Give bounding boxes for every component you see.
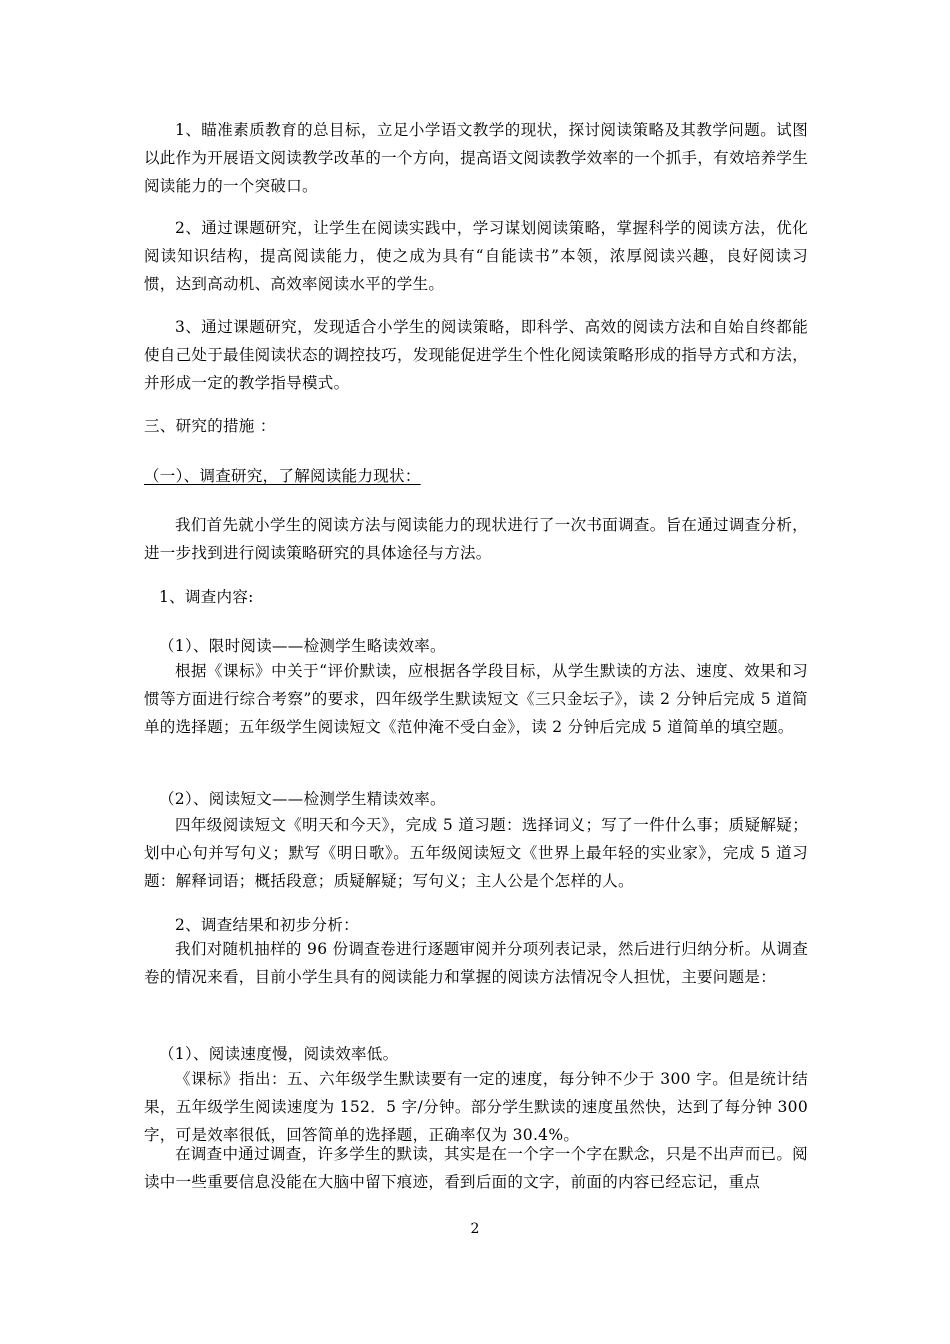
subsection-heading-1-text: （一）、调查研究，了解阅读能力现状： bbox=[144, 467, 421, 485]
page-number: 2 bbox=[470, 1221, 480, 1237]
survey-content-heading: 1、调查内容: bbox=[159, 588, 254, 606]
subsection-heading-1 bbox=[144, 462, 808, 490]
goal-paragraph-1: 1、瞄准素质教育的总目标，立足小学语文教学的现状，探讨阅读策略及其教学问题。试图以此作为开展语文阅读教学改革的一个方向，提高语文阅读教学效率的一个抓手，有效培养学生阅读能力的一个突破口。 bbox=[144, 121, 808, 195]
survey-intro-paragraph: 我们首先就小学生的阅读方法与阅读能力的现状进行了一次书面调查。旨在通过调查分析，进一步找到进行阅读策略研究的具体途径与方法。 bbox=[144, 516, 808, 562]
section-heading-3: 三、研究的措施 ： bbox=[144, 417, 276, 435]
goal-paragraph-3: 3、通过课题研究，发现适合小学生的阅读策略，即科学、高效的阅读方法和自始自终都能使自己处于最佳阅读状态的调控技巧，发现能促进学生个性化阅读策略形成的指导方式和方法，并形成一定的教学指导模式。 bbox=[144, 318, 808, 392]
results-body: 我们对随机抽样的 96 份调查卷进行逐题审阅并分项列表记录，然后进行归纳分析。从调查卷的情况来看，目前小学生具有的阅读能力和掌握的阅读方法情况令人担忧，主要问题是： bbox=[144, 940, 808, 986]
problem-1-body: 《课标》指出：五、六年级学生默读要有一定的速度，每分钟不少于 300 字。但是统计结果，五年级学生阅读速度为 152．5 字/分钟。部分学生默读的速度虽然快，达到了每分钟 300 字，可是效率很低，回答简单的选择题，正确率仅为 30.4%。 bbox=[144, 1070, 808, 1144]
item-2-title: （2）、阅读短文——检测学生精读效率。 bbox=[159, 790, 446, 808]
item-1-body: 根据《课标》中关于“评价默读，应根据各学段目标，从学生默读的方法、速度、效果和习惯等方面进行综合考察”的要求，四年级学生默读短文《三只金坛子》，读 2 分钟后完成 5 道简单的选择题；五年级学生阅读短文《范仲淹不受白金》，读 2 分钟后完成 5 道简单的填空题。 bbox=[144, 662, 808, 736]
goal-paragraph-2: 2、通过课题研究，让学生在阅读实践中，学习谋划阅读策略，掌握科学的阅读方法，优化阅读知识结构，提高阅读能力，使之成为具有“自能读书”本领，浓厚阅读兴趣，良好阅读习惯，达到高动机、高效率阅读水平的学生。 bbox=[144, 219, 808, 293]
item-1-title: （1）、限时阅读——检测学生略读效率。 bbox=[159, 637, 446, 655]
results-heading: 2、调查结果和初步分析： bbox=[175, 916, 359, 934]
problem-1-body-continued: 在调查中通过调查，许多学生的默读，其实是在一个字一个字在默念，只是不出声而已。阅读中一些重要信息没能在大脑中留下痕迹，看到后面的文字，前面的内容已经忘记，重点 bbox=[144, 1145, 808, 1191]
item-2-body: 四年级阅读短文《明天和今天》，完成 5 道习题：选择词义；写了一件什么事；质疑解疑；划中心句并写句义；默写《明日歌》。五年级阅读短文《世界上最年轻的实业家》，完成 5 道习题：解释词语；概括段意；质疑解疑；写句义；主人公是个怎样的人。 bbox=[144, 816, 808, 890]
problem-1-title: （1）、阅读速度慢，阅读效率低。 bbox=[159, 1045, 399, 1063]
